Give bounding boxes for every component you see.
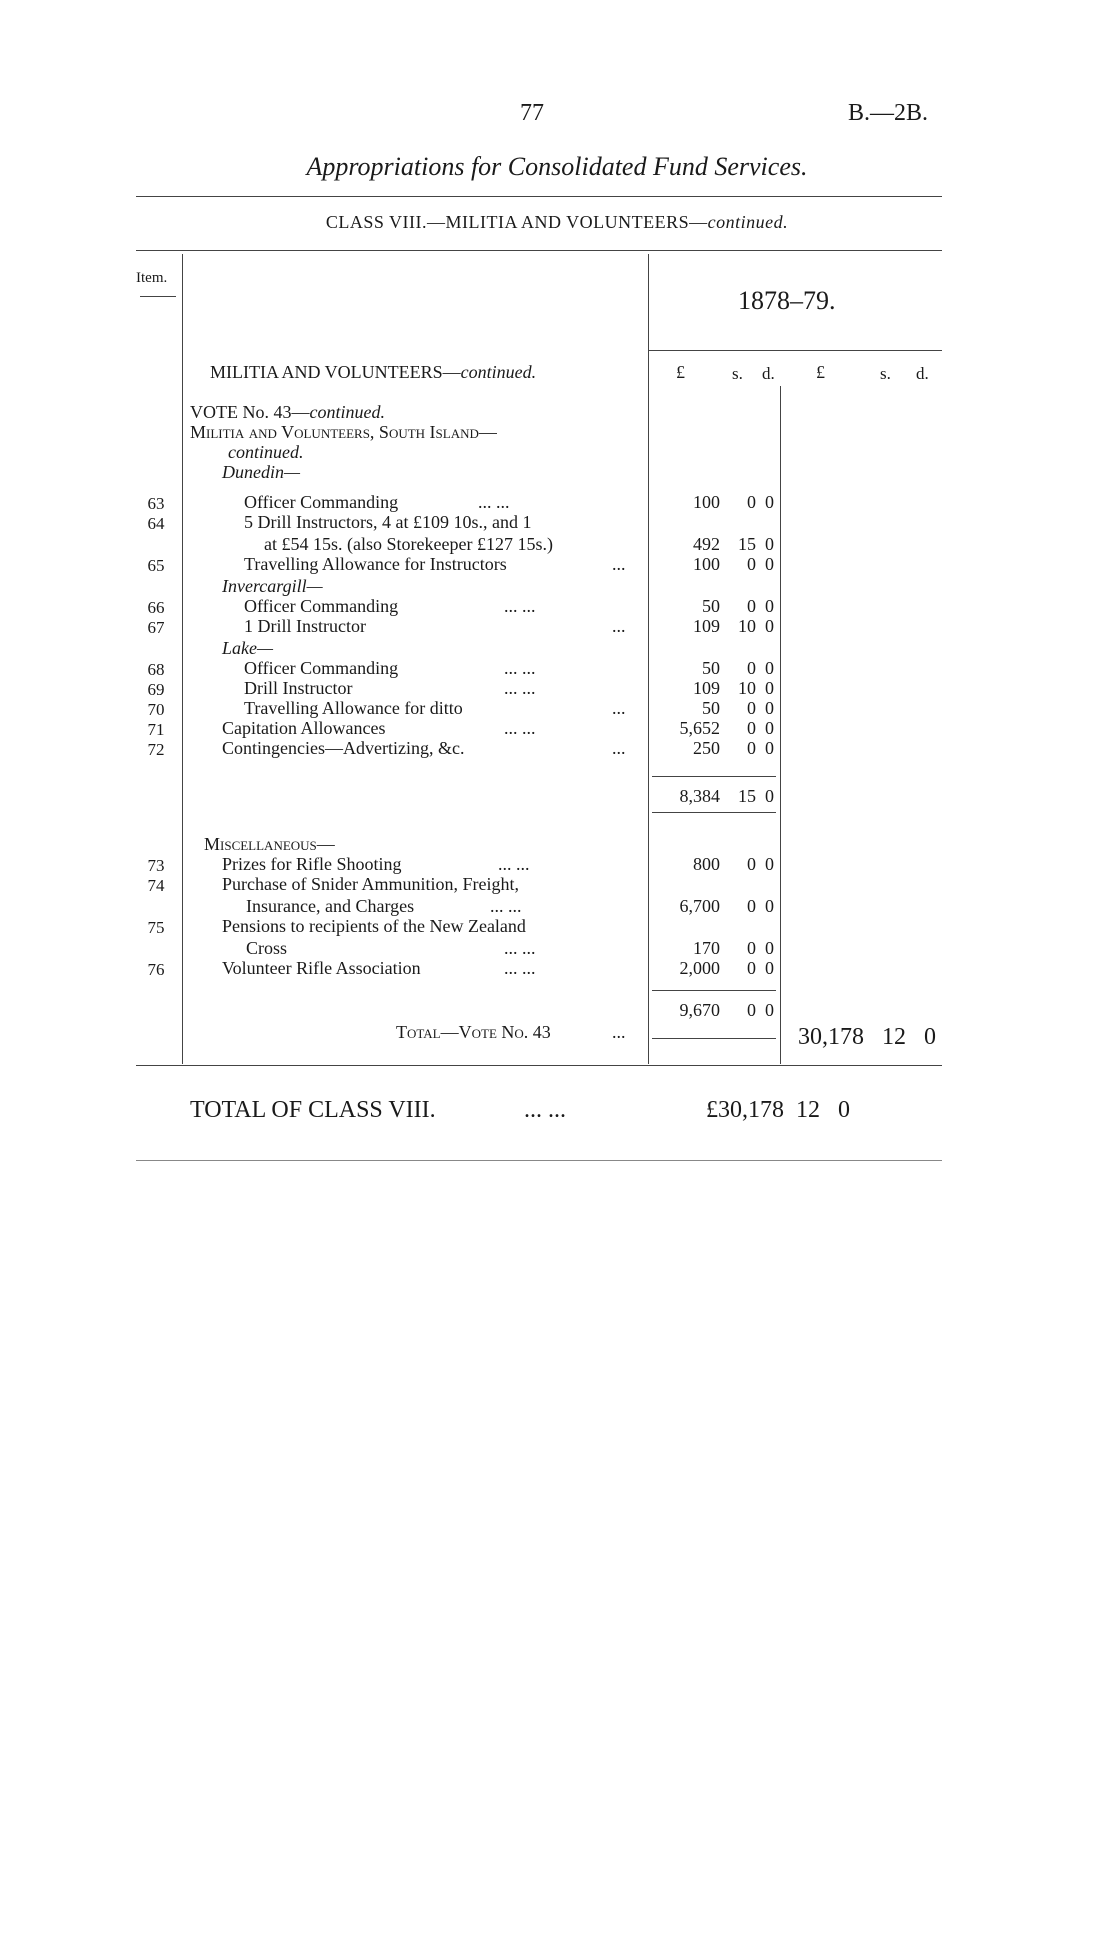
- item-description: Prizes for Rifle Shooting: [222, 854, 402, 874]
- item-header-underline: [140, 296, 176, 297]
- total-column-rule: [780, 386, 781, 1064]
- leader-dots: ... ...: [504, 678, 536, 698]
- item-description: Travelling Allowance for ditto: [244, 698, 463, 718]
- item-number: 67: [147, 618, 165, 637]
- year-rule: [648, 350, 942, 351]
- item-description: Officer Commanding: [244, 492, 399, 512]
- class-total-label: TOTAL OF CLASS VIII.: [190, 1097, 436, 1123]
- item-description: Contingencies—Advertizing, &c.: [222, 738, 465, 758]
- amount-column-rule: [648, 254, 649, 1064]
- rule-bottom: [136, 1160, 942, 1161]
- shillings-header-total: s.: [880, 364, 891, 383]
- subtotal-rule: [652, 990, 776, 991]
- item-description: Officer Commanding: [244, 658, 399, 678]
- item-number: 65: [147, 556, 165, 575]
- item-number: 69: [147, 680, 165, 699]
- item-description: Officer Commanding: [244, 596, 399, 616]
- district-dunedin: Dunedin—: [222, 462, 300, 482]
- item-description: Travelling Allowance for Instructors: [244, 554, 507, 574]
- shillings-header: s.: [732, 364, 743, 383]
- item-number: 71: [147, 720, 165, 739]
- section-heading: MILITIA AND VOLUNTEERS—continued.: [210, 362, 537, 382]
- subtotal-rule: [652, 776, 776, 777]
- item-description: Capitation Allowances: [222, 718, 386, 738]
- item-number: 76: [147, 960, 165, 979]
- district-invercargill: Invercargill—: [222, 576, 323, 596]
- item-number: 74: [147, 876, 165, 895]
- item-number: 63: [147, 494, 165, 513]
- item-description: Drill Instructor: [244, 678, 353, 698]
- item-column-rule: [182, 254, 183, 1064]
- pound-header-total: £: [816, 362, 825, 382]
- subtotal-rule-bottom: [652, 1038, 776, 1039]
- table-bottom-rule: [136, 1065, 942, 1066]
- subsection-heading: Militia and Volunteers, South Island—: [190, 422, 497, 442]
- document-reference: B.—2B.: [848, 100, 929, 126]
- leader-dots: ... ...: [490, 896, 522, 916]
- table-top-rule: [136, 250, 942, 251]
- page-title: Appropriations for Consolidated Fund Services.: [306, 152, 808, 181]
- item-description: Pensions to recipients of the New Zealand: [222, 916, 526, 936]
- vote-heading: VOTE No. 43—continued.: [190, 402, 385, 422]
- leader-dots: ... ...: [498, 854, 530, 874]
- class-total-value: £30,178 12 0: [706, 1097, 850, 1123]
- subsection-heading-continued: continued.: [228, 442, 304, 462]
- item-description-line2: Insurance, and Charges: [246, 896, 415, 916]
- misc-heading: Miscellaneous—: [204, 834, 335, 854]
- leader-dots: ... ...: [504, 958, 536, 978]
- leader-dots: ...: [612, 554, 626, 574]
- district-lake: Lake—: [222, 638, 273, 658]
- leader-dots: ...: [612, 616, 626, 636]
- leader-dots: ...: [612, 1022, 626, 1042]
- item-number: 66: [147, 598, 165, 617]
- leader-dots: ... ...: [504, 658, 536, 678]
- item-description-line2: Cross: [246, 938, 288, 958]
- pence-header: d.: [762, 364, 775, 383]
- subtotal-rule-bottom: [652, 812, 776, 813]
- item-column-header: Item.: [136, 270, 168, 286]
- item-number: 70: [147, 700, 165, 719]
- leader-dots: ... ...: [504, 596, 536, 616]
- item-description-line2: at £54 15s. (also Storekeeper £127 15s.): [264, 534, 553, 554]
- item-description: Volunteer Rifle Association: [222, 958, 421, 978]
- leader-dots: ... ...: [504, 718, 536, 738]
- leader-dots: ... ...: [524, 1097, 566, 1123]
- item-number: 75: [147, 918, 165, 937]
- item-number: 68: [147, 660, 165, 679]
- item-number: 72: [147, 740, 165, 759]
- year-heading: 1878–79.: [738, 286, 836, 315]
- leader-dots: ...: [612, 738, 626, 758]
- page-number: 77: [520, 100, 544, 126]
- class-heading: CLASS VIII.—MILITIA AND VOLUNTEERS—continued.: [325, 212, 789, 232]
- item-description: 1 Drill Instructor: [244, 616, 366, 636]
- leader-dots: ...: [612, 698, 626, 718]
- pound-header: £: [676, 362, 685, 382]
- item-description: 5 Drill Instructors, 4 at £109 10s., and 1: [244, 512, 532, 532]
- leader-dots: ... ...: [478, 492, 510, 512]
- vote-total-label: Total—Vote No. 43: [396, 1022, 551, 1042]
- rule-top: [136, 196, 942, 197]
- item-description: Purchase of Snider Ammunition, Freight,: [222, 874, 519, 894]
- item-number: 64: [147, 514, 165, 533]
- pence-header-total: d.: [916, 364, 929, 383]
- item-number: 73: [147, 856, 165, 875]
- leader-dots: ... ...: [504, 938, 536, 958]
